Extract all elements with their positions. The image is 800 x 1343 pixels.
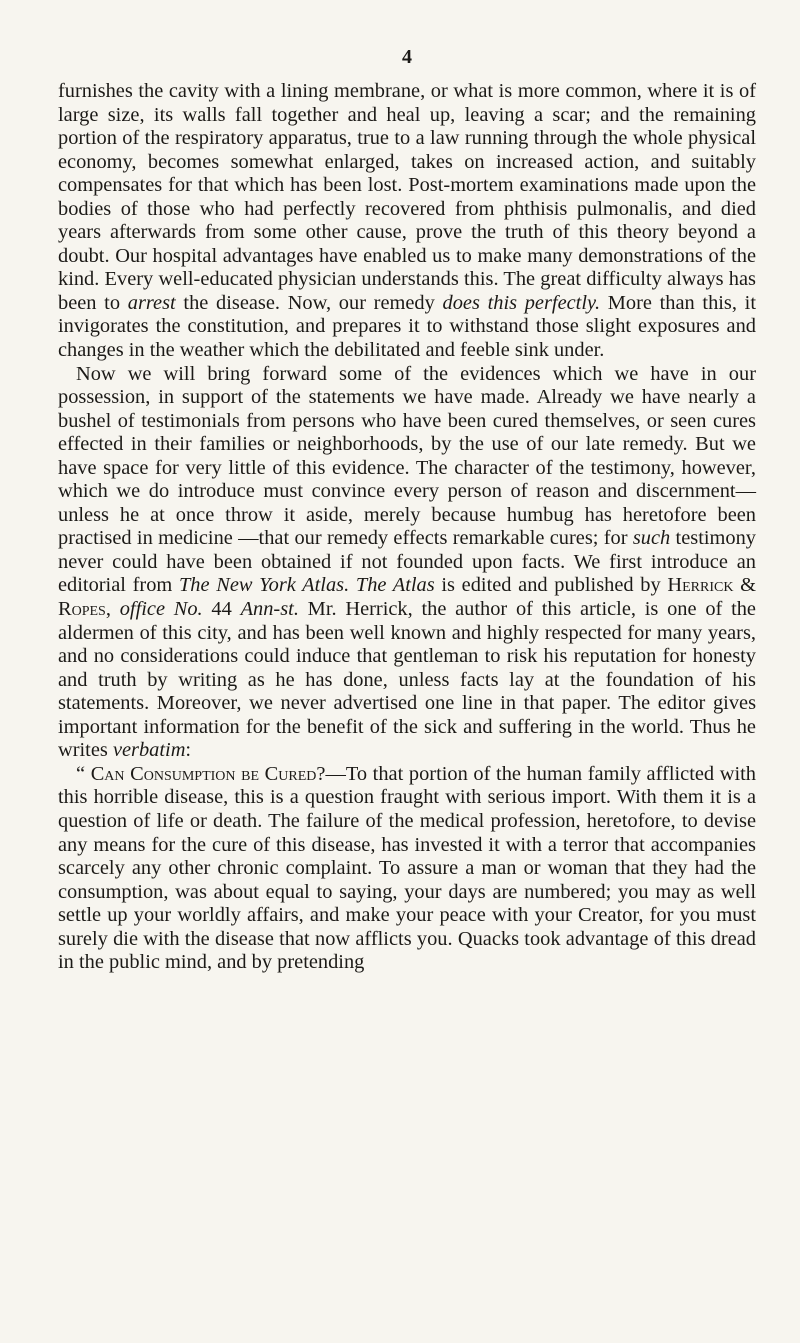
text-run: “ bbox=[76, 762, 91, 785]
small-caps-text-run: Herrick & Ropes bbox=[58, 574, 756, 621]
italic-text-run: Ann-st. bbox=[240, 598, 299, 621]
body-text bbox=[58, 80, 756, 975]
text-run: the disease. Now, our remedy bbox=[175, 291, 443, 314]
page-number: 4 bbox=[402, 46, 412, 68]
text-run: testimony never could have been obtained if not founded upon facts. We first introduce an editorial from bbox=[58, 527, 756, 597]
text-run: ?—To that portion of the human family afflicted with this horrible disease, this is a question fraught with serious import. With them it is a question of life or death. The failure of the medical profession, heretofore, to devise any means for the cure of this disease, has invested it with a terror that accompanies scarcely any other chronic complaint. To assure a man or woman that they had the consumption, was about equal to saying, your days are numbered; you may as well settle up your worldly affairs, and make your peace with your Creator, for you must surely die with the disease that now afflicts you. Quacks took advantage of this dread in the public mind, and by pretending bbox=[58, 762, 756, 974]
small-caps-text-run: Can Consumption be Cured bbox=[90, 762, 317, 785]
italic-text-run: does this perfectly. bbox=[442, 291, 601, 314]
text-run: 44 bbox=[202, 598, 241, 621]
paragraph bbox=[58, 80, 756, 363]
paragraph bbox=[58, 363, 756, 763]
italic-text-run: arrest bbox=[127, 291, 176, 314]
text-run: Now we will bring forward some of the evidences which we have in our possession, in support of the statements we have made. Already we have nearly a bushel of testimonials from persons who have been cured themselves, or seen cures effected in their families or neighborhoods, by the use of our late remedy. But we have space for very little of this evidence. The character of the testimony, however, which we do introduce must convince every person of reason and discernment—unless he at once throw it aside, merely because humbug has heretofore been practised in medicine —that our remedy effects remarkable cures; for bbox=[58, 362, 756, 550]
italic-text-run: office No. bbox=[119, 598, 203, 621]
text-run: furnishes the cavity with a lining membrane, or what is more common, where it is of large size, its walls fall together and heal up, leaving a scar; and the remaining portion of the respiratory apparatus, true to a law running through the whole physical economy, becomes somewhat enlarged, takes on increased action, and suitably compensates for that which has been lost. Post-mortem examinations made upon the bodies of those who had perfectly recovered from phthisis pulmonalis, and died years afterwards from some other cause, prove the truth of this theory beyond a doubt. Our hospital advantages have enabled us to make many demonstrations of the kind. Every well-educated physician understands this. The great difficulty always has been to bbox=[58, 80, 756, 314]
text-run: , bbox=[105, 598, 120, 621]
italic-text-run: The New York Atlas. The Atlas bbox=[178, 574, 435, 597]
italic-text-run: verbatim bbox=[112, 739, 186, 762]
italic-text-run: such bbox=[632, 527, 671, 550]
text-run: More than this, it invigorates the constitution, and prepares it to withstand those slight exposures and changes in the weather which the debilitated and feeble sink under. bbox=[58, 291, 756, 362]
text-run: Mr. Herrick, the author of this article, is one of the aldermen of this city, and has been well known and highly respected for many years, and no considerations could induce that gentleman to risk his reputation for honesty and truth by writing as he has done, unless facts lay at the foundation of his statements. Moreover, we never advertised one line in that paper. The editor gives important information for the benefit of the sick and suffering in the world. Thus he writes bbox=[58, 598, 756, 762]
paragraph bbox=[58, 763, 756, 975]
text-run: : bbox=[185, 739, 192, 762]
text-run: is edited and published by bbox=[434, 574, 668, 597]
